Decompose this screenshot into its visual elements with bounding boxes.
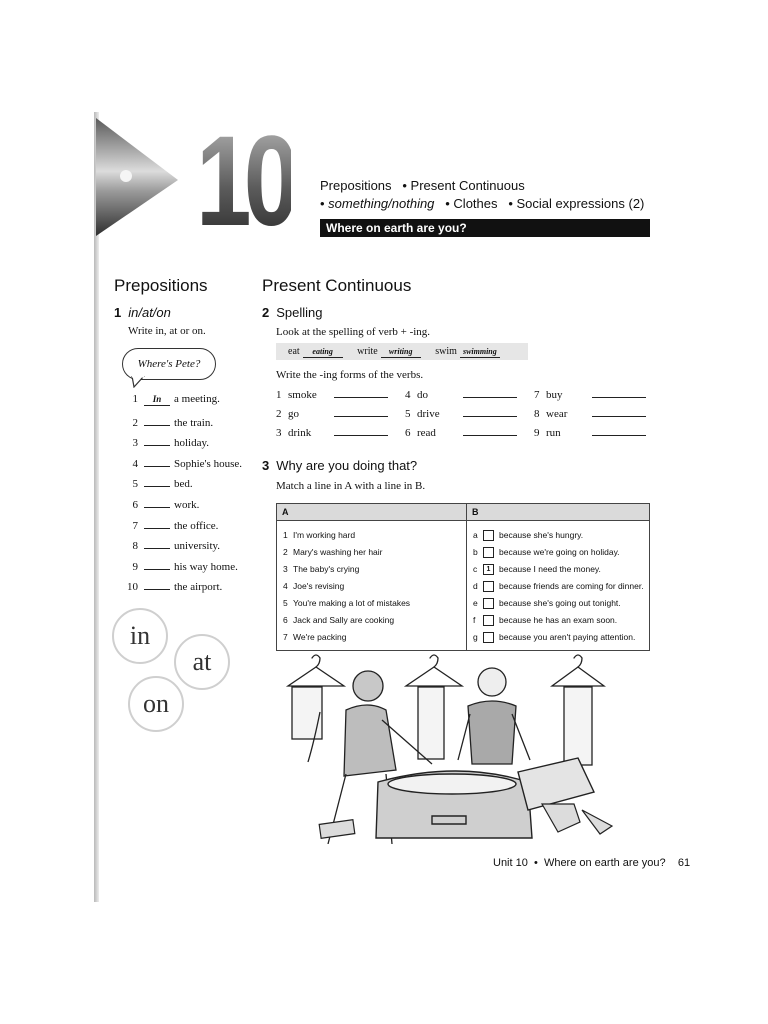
preposition-item bbox=[118, 455, 242, 470]
match-b-item bbox=[467, 595, 649, 612]
match-a-item bbox=[277, 612, 466, 629]
a-text: The baby's crying bbox=[293, 564, 360, 574]
topic-social-expressions: Social expressions (2) bbox=[516, 196, 645, 211]
match-b-item bbox=[467, 629, 649, 646]
exercise-1-name: in/at/on bbox=[128, 305, 171, 320]
b-text: because friends are coming for dinner. bbox=[499, 581, 644, 591]
answer-blank[interactable] bbox=[144, 414, 170, 426]
match-b-item bbox=[467, 561, 649, 578]
preposition-item bbox=[118, 414, 213, 429]
exercise-1-title bbox=[114, 305, 171, 320]
match-table bbox=[276, 503, 650, 651]
verb-word: drink bbox=[288, 427, 312, 439]
answer-blank[interactable] bbox=[144, 434, 170, 446]
item-text: a meeting. bbox=[174, 393, 220, 405]
unit-number: 10 bbox=[196, 110, 292, 253]
verb-word: run bbox=[546, 427, 561, 439]
spelling-examples bbox=[276, 343, 528, 360]
verb-item bbox=[276, 387, 388, 401]
example-verb: swim bbox=[435, 346, 457, 357]
match-col-b bbox=[467, 521, 650, 651]
exercise-2-title bbox=[262, 305, 323, 320]
preposition-item bbox=[118, 558, 238, 573]
example-ing: eating bbox=[303, 346, 343, 358]
topic-prepositions: Prepositions bbox=[320, 178, 392, 193]
footer-unit: Unit 10 bbox=[493, 857, 528, 869]
verb-number: 3 bbox=[276, 427, 282, 439]
exercise-3-name: Why are you doing that? bbox=[276, 458, 418, 473]
topic-clothes: Clothes bbox=[453, 196, 498, 211]
ing-answer-blank[interactable] bbox=[334, 406, 388, 417]
ing-answer-blank[interactable] bbox=[592, 387, 646, 398]
exercise-3-title bbox=[262, 458, 417, 473]
answer-box[interactable] bbox=[483, 581, 494, 592]
match-col-a-header: A bbox=[277, 504, 467, 521]
match-col-a bbox=[277, 521, 467, 651]
preposition-item bbox=[118, 578, 222, 593]
topic-present-continuous: Present Continuous bbox=[410, 178, 525, 193]
verb-number: 6 bbox=[405, 427, 411, 439]
word-circle-in-text: in bbox=[129, 621, 151, 650]
answer-blank[interactable] bbox=[144, 578, 170, 590]
item-number: 7 bbox=[132, 519, 138, 532]
match-a-item bbox=[277, 544, 466, 561]
verb-word: wear bbox=[546, 408, 568, 420]
unit-title-bar: Where on earth are you? bbox=[320, 219, 650, 237]
b-letter: a bbox=[473, 530, 478, 540]
b-text: because we're going on holiday. bbox=[499, 547, 620, 557]
match-a-item bbox=[277, 595, 466, 612]
a-text: We're packing bbox=[293, 632, 347, 642]
a-text: I'm working hard bbox=[293, 530, 356, 540]
ing-answer-blank[interactable] bbox=[463, 425, 517, 436]
a-text: Joe's revising bbox=[293, 581, 345, 591]
match-b-item bbox=[467, 527, 649, 544]
verb-item bbox=[534, 406, 646, 420]
word-circle-on-text: on bbox=[143, 689, 169, 718]
item-text: holiday. bbox=[174, 437, 210, 450]
verb-item bbox=[405, 406, 517, 420]
answer-blank[interactable] bbox=[144, 496, 170, 508]
ing-answer-blank[interactable] bbox=[592, 425, 646, 436]
item-text: university. bbox=[174, 540, 221, 553]
b-letter: e bbox=[473, 598, 478, 608]
item-text: his way home. bbox=[174, 560, 238, 573]
present-continuous-heading: Present Continuous bbox=[262, 276, 412, 295]
item-text: bed. bbox=[174, 478, 193, 491]
item-number: 3 bbox=[132, 437, 138, 450]
topic-something-nothing: something/nothing bbox=[328, 196, 435, 211]
a-number: 4 bbox=[283, 581, 288, 591]
b-letter: d bbox=[473, 581, 478, 591]
exercise-3-instruction: Match a line in A with a line in B. bbox=[276, 480, 426, 492]
verb-word: smoke bbox=[288, 389, 317, 401]
page-footer: Unit 10 • Where on earth are you? 61 bbox=[493, 857, 691, 869]
match-a-item bbox=[277, 527, 466, 544]
match-b-item bbox=[467, 544, 649, 561]
a-number: 5 bbox=[283, 598, 288, 608]
b-text: because she's hungry. bbox=[499, 530, 584, 540]
unit-topics-line2: • something/nothing • Clothes • Social expressions (2) bbox=[320, 196, 645, 211]
word-circle-on bbox=[128, 676, 184, 732]
b-letter: g bbox=[473, 632, 478, 642]
verb-item bbox=[405, 387, 517, 401]
word-circle-at bbox=[174, 634, 230, 690]
item-number: 5 bbox=[132, 478, 138, 491]
ing-answer-blank[interactable] bbox=[463, 406, 517, 417]
speech-bubble-text: Where's Pete? bbox=[137, 358, 201, 370]
b-letter: b bbox=[473, 547, 478, 557]
verb-word: drive bbox=[417, 408, 440, 420]
answer-box[interactable] bbox=[483, 598, 494, 609]
match-a-item bbox=[277, 578, 466, 595]
a-number: 3 bbox=[283, 564, 288, 574]
verb-number: 1 bbox=[276, 389, 282, 401]
a-number: 1 bbox=[283, 530, 288, 540]
word-circle-in bbox=[112, 608, 168, 664]
answer-blank[interactable] bbox=[144, 475, 170, 487]
item-text: the office. bbox=[174, 519, 219, 532]
exercise-2-instruction: Look at the spelling of verb + -ing. bbox=[276, 326, 431, 338]
exercise-1-number: 1 bbox=[114, 305, 122, 320]
ing-answer-blank[interactable] bbox=[334, 425, 388, 436]
item-text: the train. bbox=[174, 416, 214, 429]
footer-title: Where on earth are you? bbox=[543, 857, 666, 869]
a-number: 2 bbox=[283, 547, 288, 557]
verb-number: 7 bbox=[534, 389, 540, 401]
verb-item bbox=[534, 425, 646, 439]
example-ing: swimming bbox=[460, 346, 500, 358]
prepositions-heading: Prepositions bbox=[114, 276, 208, 295]
item-number: 10 bbox=[127, 581, 138, 594]
preposition-item bbox=[118, 517, 218, 532]
verb-word: do bbox=[417, 389, 428, 401]
preposition-item bbox=[118, 496, 199, 511]
match-a-item bbox=[277, 561, 466, 578]
exercise-2-number: 2 bbox=[262, 305, 270, 320]
item-number: 1 bbox=[132, 393, 138, 405]
answer-blank[interactable] bbox=[144, 517, 170, 529]
b-text: because I need the money. bbox=[499, 564, 601, 574]
verb-item bbox=[276, 425, 388, 439]
example-verb: write bbox=[357, 346, 378, 357]
match-a-item bbox=[277, 629, 466, 646]
preposition-item bbox=[118, 393, 220, 406]
a-number: 7 bbox=[283, 632, 288, 642]
example-ing: writing bbox=[381, 346, 421, 358]
item-text: the airport. bbox=[174, 581, 223, 594]
verb-number: 2 bbox=[276, 408, 282, 420]
item-number: 2 bbox=[132, 416, 138, 429]
match-col-b-header: B bbox=[467, 504, 650, 521]
exercise-2-instruction-2: Write the -ing forms of the verbs. bbox=[276, 369, 424, 381]
answer-blank[interactable] bbox=[144, 537, 170, 549]
b-letter: f bbox=[473, 615, 476, 625]
a-number: 6 bbox=[283, 615, 288, 625]
verb-word: read bbox=[417, 427, 436, 439]
word-circle-at-text: at bbox=[192, 647, 212, 676]
item-number: 9 bbox=[132, 560, 138, 573]
answer-blank[interactable]: In bbox=[144, 394, 170, 406]
match-b-item bbox=[467, 578, 649, 595]
exercise-3-number: 3 bbox=[262, 458, 270, 473]
preposition-item bbox=[118, 434, 209, 449]
ing-answer-blank[interactable] bbox=[592, 406, 646, 417]
verb-item bbox=[276, 406, 388, 420]
verb-number: 5 bbox=[405, 408, 411, 420]
verb-word: go bbox=[288, 408, 299, 420]
ing-answer-blank[interactable] bbox=[334, 387, 388, 398]
preposition-item bbox=[118, 475, 193, 490]
a-text: You're making a lot of mistakes bbox=[293, 598, 411, 608]
packing-illustration bbox=[282, 654, 642, 844]
verb-item bbox=[405, 425, 517, 439]
item-number: 8 bbox=[132, 540, 138, 553]
verb-number: 8 bbox=[534, 408, 540, 420]
exercise-2-name: Spelling bbox=[276, 305, 323, 320]
unit-topics-line1: Prepositions • Present Continuous bbox=[320, 178, 525, 193]
verb-number: 9 bbox=[534, 427, 540, 439]
answer-box[interactable] bbox=[483, 615, 494, 626]
answer-box[interactable] bbox=[483, 632, 494, 643]
item-text: work. bbox=[174, 499, 200, 511]
item-number: 4 bbox=[132, 457, 138, 470]
a-text: Mary's washing her hair bbox=[293, 547, 383, 557]
item-number: 6 bbox=[132, 499, 138, 511]
answer-blank[interactable] bbox=[144, 558, 170, 570]
ing-answer-blank[interactable] bbox=[463, 387, 517, 398]
match-b-item bbox=[467, 612, 649, 629]
preposition-item bbox=[118, 537, 220, 552]
page-number: 61 bbox=[677, 857, 691, 869]
verb-item bbox=[534, 387, 646, 401]
a-text: Jack and Sally are cooking bbox=[293, 615, 395, 625]
b-letter: c bbox=[473, 564, 478, 574]
answer-box[interactable] bbox=[483, 530, 494, 541]
verb-word: buy bbox=[546, 389, 563, 401]
answer-box[interactable] bbox=[483, 547, 494, 558]
b-text: because she's going out tonight. bbox=[499, 598, 621, 608]
unit-banner-image bbox=[96, 118, 180, 238]
answer-blank[interactable] bbox=[144, 455, 170, 467]
b-text: because he has an exam soon. bbox=[499, 615, 618, 625]
exercise-1-instruction: Write in, at or on. bbox=[128, 325, 206, 337]
verb-number: 4 bbox=[405, 389, 411, 401]
speech-bubble-tail bbox=[130, 376, 146, 388]
example-verb: eat bbox=[288, 346, 300, 357]
answer-box[interactable]: 1 bbox=[483, 564, 494, 575]
b-text: because you aren't paying attention. bbox=[499, 632, 636, 642]
item-text: Sophie's house. bbox=[174, 457, 242, 470]
